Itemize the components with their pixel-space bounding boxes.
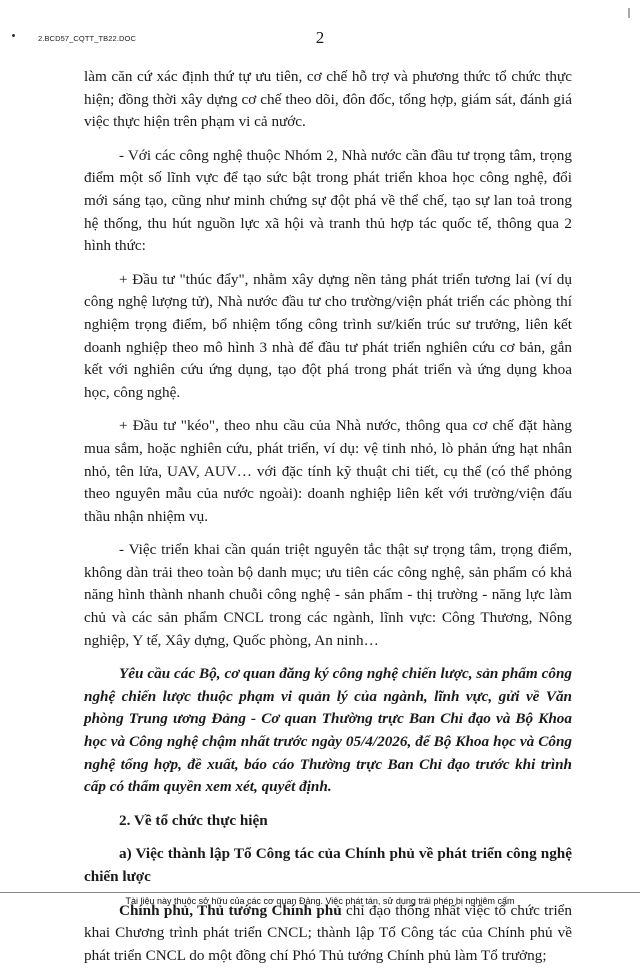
paragraph-group2: - Với các công nghệ thuộc Nhóm 2, Nhà nước cần đầu tư trọng tâm, trọng điểm một số lĩnh vực để tạo sức bật trong phát triển khoa học công nghệ, đổi mới sáng tạo, cũng như minh chứng sự đột phá về thể chế, tạo sự lan toả trong hệ thống, thu hút nguồn lực xã hội và tranh thủ hợp tác quốc tế, thông qua 2 hình thức: (84, 146, 572, 255)
paragraph-continuation: làm căn cứ xác định thứ tự ưu tiên, cơ chế hỗ trợ và phương thức tổ chức thực hiện; đồng thời xây dựng cơ chế theo dõi, đôn đốc, tổng hợp, giám sát, đánh giá việc thực hiện trên phạm vi cả nước. (84, 68, 572, 131)
document-body (84, 66, 572, 978)
footer-divider (0, 892, 640, 893)
paragraph-pull-investment: + Đầu tư "kéo", theo nhu cầu của Nhà nước, thông qua cơ chế đặt hàng mua sắm, hoặc nghiên cứu, phát triển, ví dụ: vệ tinh nhỏ, lò phản ứng hạt nhân nhỏ, tên lửa, UAV, AUV… với đặc tính kỹ thuật chi tiết, cụ thể (có thể phỏng theo nguyên mẫu của nước ngoài): doanh nghiệp liên kết với trường/viện đấu thầu nhận nhiệm vụ. (84, 417, 572, 525)
footer-notice: Tài liệu này thuộc sở hữu của các cơ quan Đảng. Việc phát tán, sử dụng trái phép bị nghiêm cấm (125, 896, 515, 906)
subsection-heading: a) Việc thành lập Tổ Công tác của Chính phủ về phát triển công nghệ chiến lược (84, 845, 572, 885)
page-number: 2 (315, 28, 325, 47)
paragraph-implementation-principle: - Việc triển khai cần quán triệt nguyên tắc thật sự trọng tâm, trọng điểm, không dàn trải theo toàn bộ danh mục; ưu tiên các công nghệ, sản phẩm có khả năng hình thành nhanh chuỗi công nghệ - sản phẩm - thị trường - năng lực làm chủ và các sản phẩm CNCL trong các ngành, lĩnh vực: Công Thương, Nông nghiệp, Y tế, Xây dựng, Quốc phòng, An ninh… (84, 541, 572, 649)
paragraph-request: Yêu cầu các Bộ, cơ quan đăng ký công nghệ chiến lược, sản phẩm công nghệ chiến lược thuộc phạm vi quản lý của ngành, lĩnh vực, gửi về Văn phòng Trung ương Đảng - Cơ quan Thường trực Ban Chỉ đạo và Bộ Khoa học và Công nghệ chậm nhất trước ngày 05/4/2026, để Bộ Khoa học và Công nghệ tổng hợp, đề xuất, báo cáo Thường trực Ban Chỉ đạo trước khi trình cấp có thẩm quyền xem xét, quyết định. (84, 665, 572, 796)
paragraph-government (84, 900, 572, 968)
section-heading: 2. Về tổ chức thực hiện (119, 811, 268, 829)
corner-mark-icon (626, 8, 632, 18)
paragraph-government-lead: Chính phủ, Thủ tướng Chính phủ (119, 901, 342, 919)
paragraph-government-text: chỉ đạo thống nhất việc tổ chức triển khai Chương trình phát triển CNCL; thành lập Tổ Công tác của Chính phủ về phát triển CNCL do một đồng chí Phó Thủ tướng Chính phủ làm Tổ trưởng; (84, 901, 572, 964)
file-reference: 2.BCD57_CQTT_TB22.DOC (38, 34, 136, 43)
paragraph-push-investment: + Đầu tư "thúc đẩy", nhằm xây dựng nền tảng phát triển tương lai (ví dụ công nghệ lượng tử), Nhà nước đầu tư cho trường/viện phát triển các phòng thí nghiệm trọng điểm, bổ nhiệm tổng công trình sư/kiến trúc sư trưởng, liên kết doanh nghiệp theo mô hình 3 nhà để đầu tư phát triển nghiên cứu cơ bản, gắn kết với nghiên cứu ứng dụng, tạo đột phá trong phát triển và ứng dụng khoa học, công nghệ. (84, 270, 572, 401)
